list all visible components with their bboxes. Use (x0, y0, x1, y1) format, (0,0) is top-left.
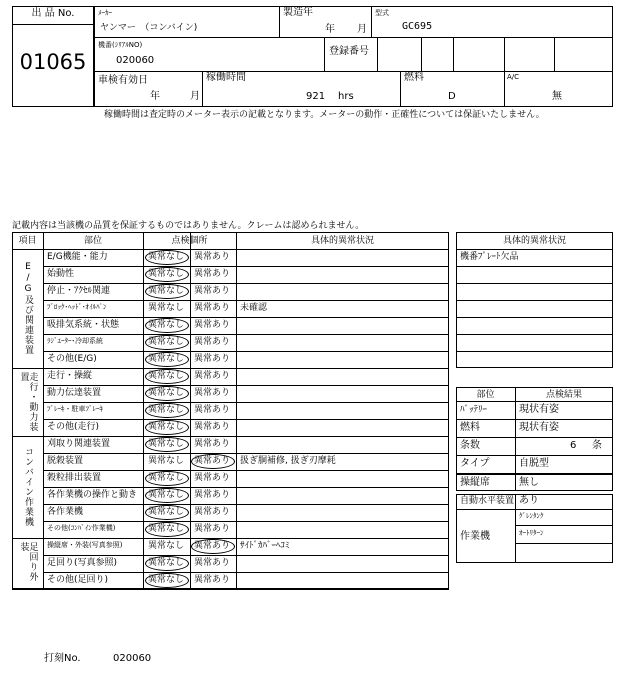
status-abnormal: 異常あり (194, 337, 231, 347)
circle-mark (145, 267, 189, 282)
status-normal: 異常なし (148, 337, 185, 347)
inspection-label: 車検有効日 (98, 75, 148, 86)
circle-mark (145, 284, 189, 299)
status-normal: 異常なし (148, 320, 185, 330)
year-unit: 年 (325, 24, 335, 35)
row-part: 動力伝達装置 (47, 388, 102, 398)
rows-label: 条数 (460, 440, 480, 451)
row-part: その他(足回り) (47, 575, 109, 585)
month-unit: 月 (357, 24, 367, 35)
row-part: 脱穀装置 (47, 456, 84, 466)
status-abnormal: 異常あり (194, 354, 231, 364)
circle-mark (145, 573, 189, 588)
circle-mark (145, 556, 189, 571)
row-part: ﾌﾞﾛｯｸ･ﾍｯﾄﾞ･ｵｲﾙﾊﾟﾝ (47, 303, 107, 311)
hours-note: 稼働時間は査定時のメーター表示の記載となります。メーターの動作・正確性については保証いたしません。 (104, 110, 545, 120)
results-col-part: 部位 (476, 390, 495, 400)
item-no-label: 出 品 No. (31, 8, 75, 19)
row-part: E/G機能・能力 (47, 252, 108, 262)
status-abnormal: 異常あり (194, 541, 231, 551)
status-normal: 異常なし (148, 388, 185, 398)
battery-label: ﾊﾞｯﾃﾘｰ (460, 405, 488, 415)
status-normal: 異常なし (148, 405, 185, 415)
maker-label: ﾒｰｶｰ (98, 9, 112, 17)
model-label: 型式 (375, 9, 389, 17)
status-abnormal: 異常あり (194, 524, 231, 534)
row-part: 足回り(写真参照) (47, 558, 118, 568)
status-abnormal: 異常あり (194, 422, 231, 432)
row-part: その他(E/G) (47, 354, 97, 364)
row-part: 各作業機 (47, 507, 84, 517)
status-normal: 異常なし (148, 286, 185, 296)
row-detail: 未確認 (240, 303, 268, 313)
status-normal: 異常なし (148, 507, 185, 517)
circle-mark (145, 352, 189, 367)
ac-value: 無 (552, 91, 562, 102)
fuel-value: D (448, 91, 456, 102)
status-normal: 異常なし (148, 371, 185, 381)
serial-value: 020060 (116, 55, 155, 66)
row-part: 始動性 (47, 269, 75, 279)
serial-label: 機番(ｼﾘｱﾙNO) (98, 41, 143, 49)
row-part: 各作業機の操作と動き (47, 490, 138, 500)
status-abnormal: 異常あり (194, 320, 231, 330)
status-abnormal: 異常あり (194, 490, 231, 500)
circle-mark (145, 488, 189, 503)
circle-mark (145, 420, 189, 435)
disclaimer: 記載内容は当該機の品質を保証するものではありません。クレームは認められません。 (12, 221, 365, 231)
circle-mark (191, 539, 235, 554)
status-abnormal: 異常あり (194, 303, 231, 313)
status-abnormal: 異常あり (194, 252, 231, 262)
circle-mark (145, 335, 189, 350)
circle-mark (145, 250, 189, 265)
status-normal: 異常なし (148, 269, 185, 279)
hours-label: 稼働時間 (206, 72, 246, 83)
group-label-3: 足回り外装 (18, 542, 38, 582)
row-detail: ｻｲﾄﾞｶﾊﾞｰﾍｺﾐ (240, 541, 290, 551)
type-label: タイプ (460, 458, 490, 469)
row-part: ﾗｼﾞｴｰﾀｰ･冷却系統 (47, 337, 103, 345)
status-abnormal: 異常あり (194, 405, 231, 415)
results-col-result: 点検結果 (545, 390, 582, 400)
rows-value: 6 (570, 440, 577, 451)
row-part: 走行・操縦 (47, 371, 93, 381)
model-value: GC695 (402, 21, 433, 32)
status-normal: 異常なし (148, 422, 185, 432)
col-detail: 具体的異常状況 (310, 236, 374, 246)
leveling-label: 自動水平装置 (460, 496, 515, 506)
stamp-label: 打刻No. (44, 653, 81, 664)
status-normal: 異常なし (148, 490, 185, 500)
row-part: 刈取り関連装置 (47, 439, 111, 449)
row-part: 吸排気系統・状態 (47, 320, 120, 330)
work-item-0: ｸﾞﾚﾝﾀﾝｸ (519, 512, 544, 520)
circle-mark (145, 386, 189, 401)
right-detail-header: 具体的異常状況 (502, 236, 566, 246)
row-part: ﾌﾞﾚｰｷ・駐車ﾌﾞﾚｰｷ (47, 405, 103, 413)
status-abnormal: 異常あり (194, 575, 231, 585)
status-normal: 異常なし (148, 456, 185, 466)
status-abnormal: 異常あり (194, 473, 231, 483)
circle-mark (145, 318, 189, 333)
hours-value: 921 (306, 91, 326, 102)
status-abnormal: 異常あり (194, 269, 231, 279)
row-part: その他(ｺﾝﾊﾞｲﾝ作業機) (47, 524, 116, 532)
fuel-label: 燃料 (404, 72, 424, 83)
group-label-0: E/G及び関連装置 (23, 262, 33, 355)
circle-mark (145, 471, 189, 486)
maker-value: ヤンマー （コンバイン) (100, 23, 198, 33)
status-normal: 異常なし (148, 541, 185, 551)
circle-mark (145, 505, 189, 520)
group-label-1: 走行・動力装置 (18, 372, 38, 432)
registration-label: 登録番号 (329, 46, 369, 57)
status-abnormal: 異常あり (194, 388, 231, 398)
work-label: 作業機 (460, 531, 490, 542)
cabin-label: 操縦席 (460, 477, 490, 488)
circle-mark (145, 369, 189, 384)
status-normal: 異常なし (148, 575, 185, 585)
leveling-value: あり (519, 495, 539, 506)
item-no: 01065 (19, 50, 87, 74)
status-normal: 異常なし (148, 252, 185, 262)
type-value: 自脱型 (519, 458, 549, 469)
status-abnormal: 異常あり (194, 507, 231, 517)
inspection-year-unit: 年 (150, 91, 160, 102)
results-fuel-value: 現状有姿 (519, 422, 559, 433)
rows-unit: 条 (592, 440, 602, 451)
year-label: 製造年 (283, 7, 313, 18)
status-abnormal: 異常あり (194, 439, 231, 449)
circle-mark (191, 454, 235, 469)
status-normal: 異常なし (148, 473, 185, 483)
col-inspection: 点検個所 (171, 236, 208, 246)
cabin-value: 無し (519, 477, 539, 488)
row-detail: 扱ぎ胴補修, 扱ぎ刃摩耗 (240, 456, 336, 466)
right-detail-row: 機番ﾌﾟﾚｰﾄ欠品 (460, 252, 519, 262)
status-normal: 異常なし (148, 439, 185, 449)
results-fuel-label: 燃料 (460, 422, 480, 433)
circle-mark (145, 437, 189, 452)
status-abnormal: 異常あり (194, 286, 231, 296)
row-part: 操縦席・外装(写真参照) (47, 541, 123, 549)
status-abnormal: 異常あり (194, 371, 231, 381)
ac-label: A/C (507, 73, 520, 81)
hours-unit: hrs (338, 91, 354, 102)
status-normal: 異常なし (148, 558, 185, 568)
status-abnormal: 異常あり (194, 456, 231, 466)
status-abnormal: 異常あり (194, 558, 231, 568)
circle-mark (145, 403, 189, 418)
status-normal: 異常なし (148, 524, 185, 534)
row-part: その他(走行) (47, 422, 100, 432)
status-normal: 異常なし (148, 303, 185, 313)
inspection-month-unit: 月 (190, 91, 200, 102)
stamp-value: 020060 (113, 653, 152, 664)
row-part: 停止・ｱｸｾﾙ関連 (47, 286, 111, 296)
status-normal: 異常なし (148, 354, 185, 364)
group-label-2: コンバイン作業機 (23, 447, 33, 527)
col-category: 項目 (18, 236, 37, 246)
circle-mark (145, 522, 189, 537)
row-part: 穀粒排出装置 (47, 473, 102, 483)
battery-value: 現状有姿 (519, 404, 559, 415)
work-item-1: ｵｰﾄﾘﾀｰﾝ (519, 529, 544, 537)
col-part: 部位 (83, 236, 102, 246)
